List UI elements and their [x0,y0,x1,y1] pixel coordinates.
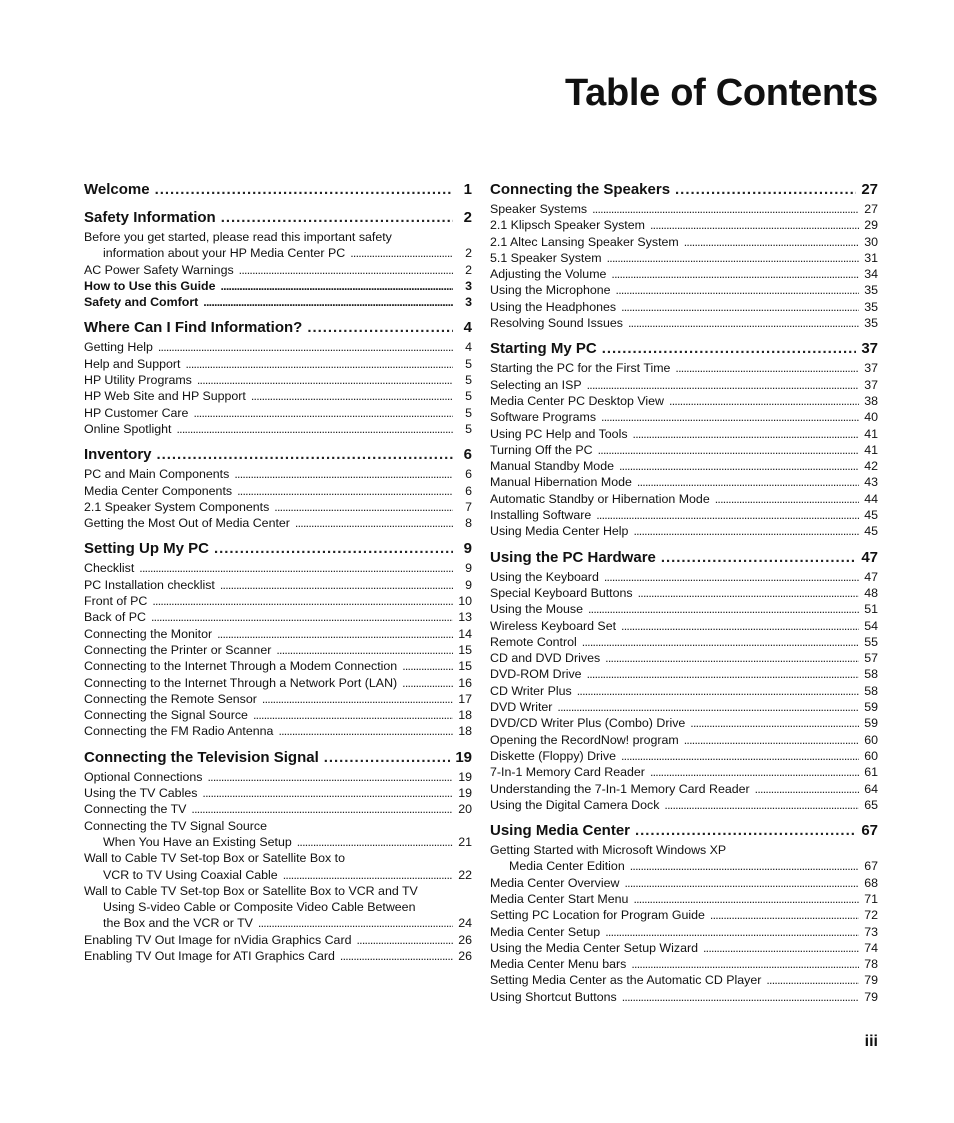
toc-entry[interactable]: Optional Connections . . . 19 [84,769,472,785]
toc-entry[interactable]: When You Have an Existing Setup . . . 21 [84,834,472,850]
toc-entry[interactable]: CD Writer Plus . . . 58 [490,683,878,699]
toc-entry[interactable]: Media Center Menu bars . . . 78 [490,956,878,972]
toc-entry[interactable]: the Box and the VCR or TV . . . 24 [84,915,472,931]
toc-entry[interactable]: VCR to TV Using Coaxial Cable . . . 22 [84,867,472,883]
toc-entry[interactable]: 5.1 Speaker System . . . 31 [490,250,878,266]
toc-entry[interactable]: Using PC Help and Tools . . . 41 [490,426,878,442]
toc-entry[interactable]: CD and DVD Drives . . . 57 [490,650,878,666]
toc-entry[interactable]: Media Center Start Menu . . . 71 [490,891,878,907]
toc-entry[interactable]: Setting PC Location for Program Guide . . . 72 [490,907,878,923]
toc-entry[interactable]: Connecting the Remote Sensor . . . 17 [84,691,472,707]
toc-entry[interactable]: Installing Software . . . 45 [490,507,878,523]
toc-entry[interactable]: Using the Media Center Setup Wizard . . . 74 [490,940,878,956]
toc-entry[interactable]: Starting the PC for the First Time . . . 37 [490,360,878,376]
toc-entry-text: Getting Started with Microsoft Windows XP [490,843,727,858]
toc-entry[interactable]: Connecting the Signal Source . . . 18 [84,707,472,723]
toc-right-column [490,180,878,1005]
toc-entry[interactable]: Online Spotlight . . . 5 [84,421,472,437]
toc-entry[interactable]: Connecting the FM Radio Antenna . . . 18 [84,723,472,739]
toc-entry[interactable]: Checklist . . . 9 [84,560,472,576]
toc-entry[interactable]: Special Keyboard Buttons . . . 48 [490,585,878,601]
toc-heading-tv-signal[interactable]: Connecting the Television Signal . . . 19 [84,748,472,768]
toc-list-starting [490,360,878,539]
toc-entry[interactable]: Setting Media Center as the Automatic CD Player . . . 79 [490,972,878,988]
toc-entry[interactable]: PC Installation checklist . . . 9 [84,577,472,593]
toc-entry[interactable]: Safety and Comfort . . . 3 [84,294,472,310]
toc-list-setting-up [84,560,472,739]
toc-entry-text: Connecting the TV Signal Source [84,818,267,833]
toc-entry[interactable]: Automatic Standby or Hibernation Mode . . . 44 [490,491,878,507]
toc-heading-media-center[interactable]: Using Media Center . . . 67 [490,821,878,841]
toc-entry[interactable]: Understanding the 7-In-1 Memory Card Reader . . . 64 [490,781,878,797]
toc-entry-text: Wall to Cable TV Set-top Box or Satellite Box to VCR and TV [84,883,418,898]
toc-list-tv-b [84,932,472,965]
toc-entry[interactable]: Connecting the Monitor . . . 14 [84,626,472,642]
toc-entry[interactable]: Front of PC . . . 10 [84,593,472,609]
toc-entry[interactable]: Enabling TV Out Image for nVidia Graphics Card . . . 26 [84,932,472,948]
toc-entry[interactable]: 2.1 Altec Lansing Speaker System . . . 30 [490,234,878,250]
toc-entry[interactable]: Selecting an ISP . . . 37 [490,377,878,393]
toc-entry[interactable]: Wireless Keyboard Set . . . 54 [490,618,878,634]
toc-entry[interactable]: 2.1 Klipsch Speaker System . . . 29 [490,217,878,233]
toc-entry[interactable]: Manual Standby Mode . . . 42 [490,458,878,474]
toc-entry[interactable]: Connecting the Printer or Scanner . . . 15 [84,642,472,658]
toc-heading-inventory[interactable]: Inventory . . . 6 [84,445,472,465]
toc-entry[interactable]: Connecting to the Internet Through a Network Port (LAN) . . . 16 [84,675,472,691]
toc-list-inventory [84,466,472,531]
toc-entry[interactable]: Getting the Most Out of Media Center . . . 8 [84,515,472,531]
toc-entry-text: Using S-video Cable or Composite Video Cable Between [103,900,416,915]
toc-entry[interactable]: Connecting to the Internet Through a Modem Connection . . . 15 [84,658,472,674]
toc-entry[interactable]: Using the Microphone . . . 35 [490,282,878,298]
toc-entry[interactable]: AC Power Safety Warnings . . . 2 [84,262,472,278]
toc-entry[interactable]: PC and Main Components . . . 6 [84,466,472,482]
toc-entry[interactable]: Media Center Setup . . . 73 [490,924,878,940]
toc-entry[interactable]: Media Center PC Desktop View . . . 38 [490,393,878,409]
toc-heading-speakers[interactable]: Connecting the Speakers . . . 27 [490,180,878,200]
toc-entry[interactable]: Using Media Center Help . . . 45 [490,523,878,539]
toc-entry[interactable]: Using the Keyboard . . . 47 [490,569,878,585]
toc-heading-welcome[interactable]: Welcome . . . 1 [84,180,472,200]
page-number: iii [864,1033,878,1050]
toc-list-hardware [490,569,878,813]
toc-entry[interactable]: Using the Headphones . . . 35 [490,299,878,315]
toc-entry[interactable]: information about your HP Media Center PC . . . 2 [84,245,472,261]
toc-entry[interactable]: 7-In-1 Memory Card Reader . . . 61 [490,764,878,780]
toc-entry[interactable]: Adjusting the Volume . . . 34 [490,266,878,282]
toc-entry[interactable]: HP Utility Programs . . . 5 [84,372,472,388]
toc-heading-starting[interactable]: Starting My PC . . . 37 [490,339,878,359]
toc-list-where [84,339,472,437]
toc-entry[interactable]: DVD-ROM Drive . . . 58 [490,666,878,682]
toc-entry[interactable]: Back of PC . . . 13 [84,609,472,625]
toc-entry[interactable]: Opening the RecordNow! program . . . 60 [490,732,878,748]
toc-entry[interactable]: How to Use this Guide . . . 3 [84,278,472,294]
toc-entry[interactable]: Using the Mouse . . . 51 [490,601,878,617]
toc-entry[interactable]: Connecting the TV . . . 20 [84,801,472,817]
toc-entry[interactable]: Using the TV Cables . . . 19 [84,785,472,801]
toc-entry[interactable]: Help and Support . . . 5 [84,356,472,372]
toc-entry[interactable]: Using the Digital Camera Dock . . . 65 [490,797,878,813]
toc-entry[interactable]: Media Center Overview . . . 68 [490,875,878,891]
toc-heading-where-info[interactable]: Where Can I Find Information? . . . 4 [84,318,472,338]
toc-entry[interactable]: DVD Writer . . . 59 [490,699,878,715]
toc-heading-hardware[interactable]: Using the PC Hardware . . . 47 [490,548,878,568]
toc-entry[interactable]: Turning Off the PC . . . 41 [490,442,878,458]
toc-entry[interactable]: HP Customer Care . . . 5 [84,405,472,421]
toc-entry[interactable]: Getting Help . . . 4 [84,339,472,355]
toc-entry[interactable]: Resolving Sound Issues . . . 35 [490,315,878,331]
toc-entry[interactable]: Manual Hibernation Mode . . . 43 [490,474,878,490]
toc-entry[interactable]: Software Programs . . . 40 [490,409,878,425]
toc-entry[interactable]: Media Center Edition . . . 67 [490,858,878,874]
toc-entry[interactable]: 2.1 Speaker System Components . . . 7 [84,499,472,515]
toc-entry[interactable]: Diskette (Floppy) Drive . . . 60 [490,748,878,764]
toc-left-column [84,180,472,964]
page-title: Table of Contents [565,72,878,114]
toc-heading-setting-up[interactable]: Setting Up My PC . . . 9 [84,539,472,559]
toc-entry[interactable]: Remote Control . . . 55 [490,634,878,650]
toc-entry[interactable]: DVD/CD Writer Plus (Combo) Drive . . . 59 [490,715,878,731]
toc-list-media-center [490,875,878,1005]
toc-entry-text: Wall to Cable TV Set-top Box or Satellite Box to [84,851,346,866]
toc-entry[interactable]: HP Web Site and HP Support . . . 5 [84,388,472,404]
toc-entry[interactable]: Media Center Components . . . 6 [84,483,472,499]
toc-heading-safety[interactable]: Safety Information . . . 2 [84,208,472,228]
toc-entry[interactable]: Enabling TV Out Image for ATI Graphics Card . . . 26 [84,948,472,964]
toc-entry[interactable]: Speaker Systems . . . 27 [490,201,878,217]
toc-entry-text: Before you get started, please read this important safety [84,230,392,244]
toc-list-tv-a [84,769,472,818]
toc-entry[interactable]: Using Shortcut Buttons . . . 79 [490,989,878,1005]
toc-list-speakers [490,201,878,331]
